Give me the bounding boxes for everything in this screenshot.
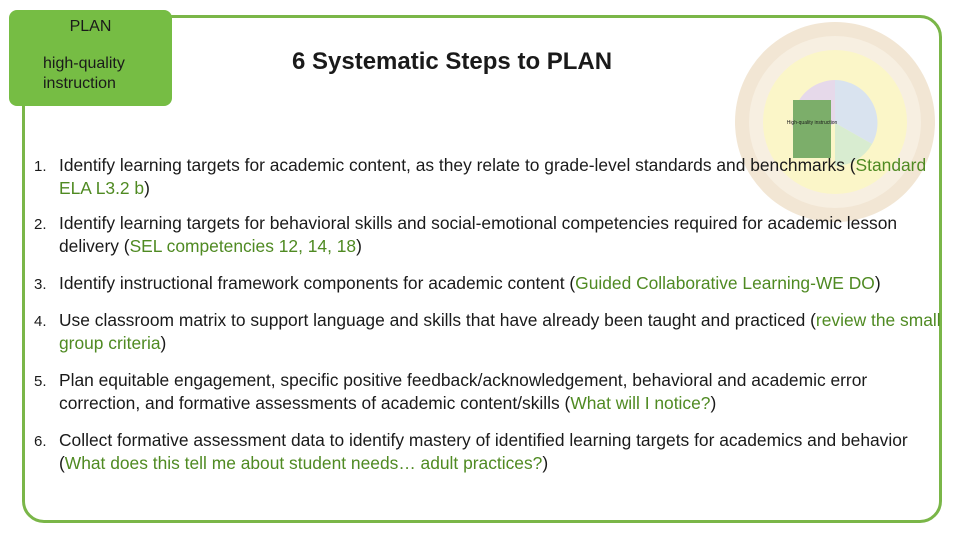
step-number: 6.	[34, 433, 47, 450]
step-highlight: What will I notice?	[570, 393, 711, 413]
steps-list	[34, 154, 946, 475]
plan-tab-subtitle: high-quality instruction	[43, 55, 125, 92]
step-text-end: )	[356, 236, 362, 256]
step-item	[34, 309, 946, 355]
step-number: 3.	[34, 276, 47, 293]
step-number: 5.	[34, 373, 47, 390]
step-text: Use classroom matrix to support language and skills that have already been taught and practiced (	[59, 310, 816, 330]
step-item	[34, 369, 946, 415]
step-highlight: review the small group criteria	[59, 310, 941, 353]
step-text-end: )	[542, 453, 549, 473]
step-highlight: Standard ELA L3.2 b	[59, 155, 927, 198]
step-text-end: )	[144, 178, 150, 198]
step-text-end: )	[874, 273, 881, 293]
step-item	[34, 212, 946, 258]
step-text: Identify instructional framework components for academic content (	[59, 273, 576, 293]
step-highlight: Guided Collaborative Learning-WE DO	[575, 273, 875, 293]
step-highlight: SEL competencies 12, 14, 18	[129, 236, 357, 256]
step-highlight: What does this tell me about student needs… adult practices?	[64, 453, 543, 473]
step-text-end: )	[160, 333, 167, 353]
plan-tab	[9, 10, 172, 106]
step-item	[34, 154, 946, 200]
step-text: Plan equitable engagement, specific positive feedback/acknowledgement, behavioral and academic error correction, and formative assessments of academic content/skills (	[59, 370, 868, 413]
wheel-center-label: High-quality instruction	[786, 120, 838, 126]
step-text-end: )	[710, 393, 717, 413]
step-number: 2.	[34, 216, 47, 233]
wheel-highlight-segment	[793, 100, 831, 158]
step-number: 4.	[34, 313, 47, 330]
step-item	[34, 429, 946, 475]
step-text: Identify learning targets for academic content, as they relate to grade-level standards and benchmarks (	[59, 155, 856, 175]
step-text: Identify learning targets for behavioral skills and social-emotional competencies required for academic lesson delivery (	[59, 213, 898, 256]
slide-title: 6 Systematic Steps to PLAN	[292, 48, 613, 75]
step-item	[34, 272, 946, 295]
step-number: 1.	[34, 158, 47, 175]
plan-tab-title: PLAN	[69, 18, 112, 35]
step-text: Collect formative assessment data to identify mastery of identified learning targets for academics and behavior (	[59, 430, 908, 473]
